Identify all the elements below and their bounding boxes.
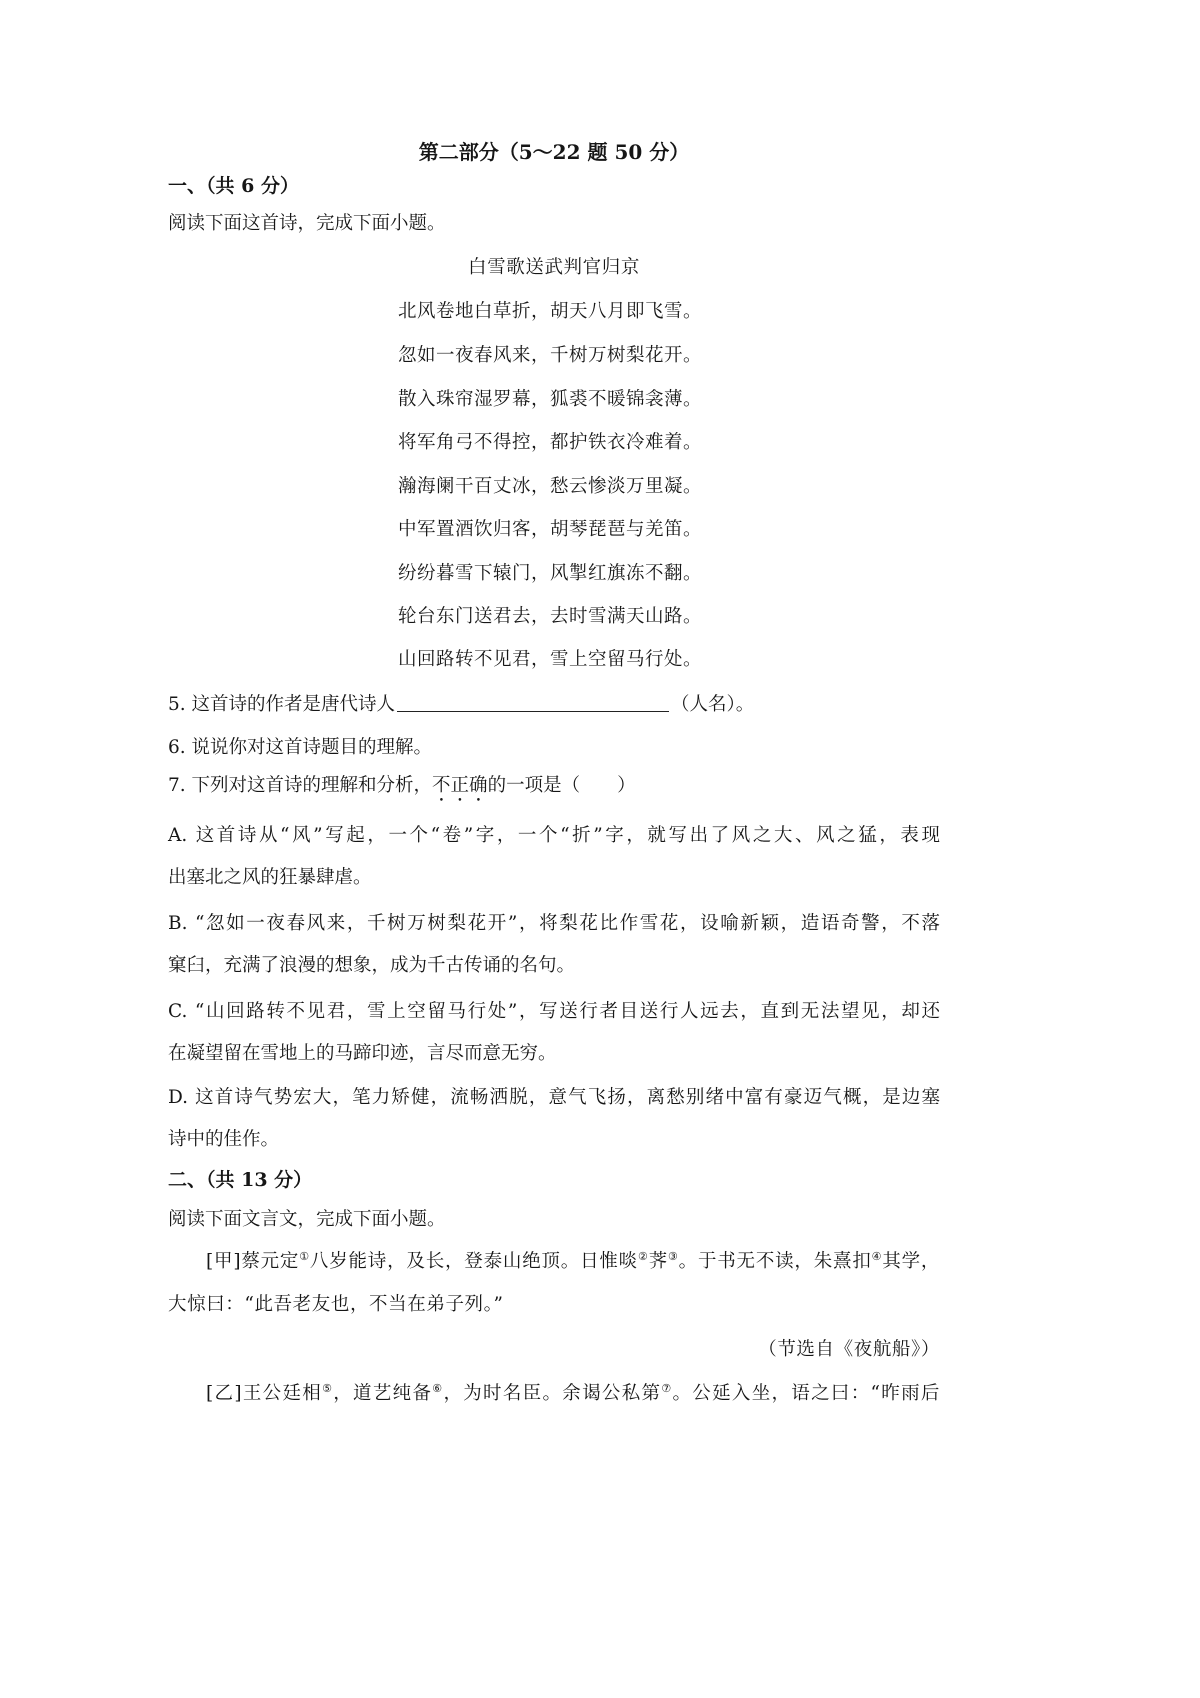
passage-text: 八岁能诗，及长，登泰山绝顶。日惟啖 bbox=[309, 1251, 638, 1272]
answer-blank bbox=[397, 693, 669, 712]
option-b-line1: B. “忽如一夜春风来，千树万树梨花开”，将梨花比作雪花，设喻新颖，造语奇警，不落 bbox=[168, 913, 940, 934]
passage-text: [乙]王公廷相 bbox=[206, 1383, 323, 1404]
poem-line: 忽如一夜春风来，千树万树梨花开。 bbox=[398, 345, 703, 366]
part2-heading: 二、（共 13 分） bbox=[168, 1169, 313, 1191]
passage-jia-line1 bbox=[206, 1248, 940, 1276]
footnote-marker: ④ bbox=[871, 1250, 883, 1263]
passage-text: 。于书无不读，朱熹扣 bbox=[678, 1251, 872, 1272]
part1-heading: 一、（共 6 分） bbox=[168, 175, 299, 197]
poem-line: 将军角弓不得控，都护铁衣冷难着。 bbox=[398, 432, 703, 453]
question-7-end: 的一项是（ ） bbox=[487, 775, 636, 796]
option-a-line1: A. 这首诗从“风”写起，一个“卷”字，一个“折”字，就写出了风之大、风之猛，表现 bbox=[168, 825, 940, 846]
question-5-text: 5. 这首诗的作者是唐代诗人 bbox=[168, 694, 396, 715]
passage-text: 荠 bbox=[648, 1251, 668, 1272]
poem-line: 轮台东门送君去，去时雪满天山路。 bbox=[398, 606, 703, 627]
passage-text: 其学， bbox=[882, 1251, 941, 1272]
passage-text: ，为时名臣。余谒公私第 bbox=[443, 1383, 662, 1404]
footnote-marker: ③ bbox=[667, 1250, 679, 1263]
footnote-marker: ⑥ bbox=[432, 1382, 444, 1395]
question-7-text: 7. 下列对这首诗的理解和分析， bbox=[168, 775, 433, 796]
option-d-line1: D. 这首诗气势宏大，笔力矫健，流畅洒脱，意气飞扬，离愁别绪中富有豪迈气概，是边塞 bbox=[168, 1087, 940, 1108]
passage-jia-source: （节选自《夜航船》） bbox=[758, 1339, 940, 1360]
question-5-suffix: （人名）。 bbox=[671, 694, 755, 715]
poem-line: 瀚海阑干百丈冰，愁云惨淡万里凝。 bbox=[398, 476, 703, 497]
poem-title: 白雪歌送武判官归京 bbox=[468, 257, 640, 278]
option-b-line2: 窠臼，充满了浪漫的想象，成为千古传诵的名句。 bbox=[168, 955, 576, 976]
part1-instruction: 阅读下面这首诗，完成下面小题。 bbox=[168, 213, 446, 234]
footnote-marker: ⑦ bbox=[661, 1382, 673, 1395]
option-d-line2: 诗中的佳作。 bbox=[168, 1129, 280, 1150]
poem-line: 北风卷地白草折，胡天八月即飞雪。 bbox=[398, 301, 703, 322]
passage-jia-line2: 大惊曰：“此吾老友也，不当在弟子列。” bbox=[168, 1294, 504, 1315]
question-7 bbox=[168, 772, 636, 806]
poem-line: 纷纷暮雪下辕门，风掣红旗冻不翻。 bbox=[398, 563, 703, 584]
poem-line: 中军置酒饮归客，胡琴琵琶与羌笛。 bbox=[398, 519, 703, 540]
footnote-marker: ① bbox=[299, 1250, 310, 1263]
footnote-marker: ② bbox=[637, 1250, 649, 1263]
question-5 bbox=[168, 691, 754, 719]
question-6: 6. 说说你对这首诗题目的理解。 bbox=[168, 737, 433, 758]
question-7-emphasis: 不正确 bbox=[432, 775, 488, 796]
passage-yi-line1 bbox=[206, 1380, 940, 1408]
passage-text: 。公延入坐，语之曰：“昨雨后 bbox=[672, 1383, 940, 1404]
poem-line: 散入珠帘湿罗幕，狐裘不暖锦衾薄。 bbox=[398, 389, 703, 410]
footnote-marker: ⑤ bbox=[322, 1382, 334, 1395]
part2-instruction: 阅读下面文言文，完成下面小题。 bbox=[168, 1209, 446, 1230]
passage-text: ，道艺纯备 bbox=[333, 1383, 433, 1404]
passage-text: [甲]蔡元定 bbox=[206, 1251, 300, 1272]
poem-line: 山回路转不见君，雪上空留马行处。 bbox=[398, 649, 703, 670]
section-title: 第二部分（5～22 题 50 分） bbox=[418, 140, 690, 164]
option-c-line1: C. “山回路转不见君，雪上空留马行处”，写送行者目送行人远去，直到无法望见，却还 bbox=[168, 1001, 940, 1022]
option-c-line2: 在凝望留在雪地上的马蹄印迹，言尽而意无穷。 bbox=[168, 1043, 557, 1064]
option-a-line2: 出塞北之风的狂暴肆虐。 bbox=[168, 867, 372, 888]
